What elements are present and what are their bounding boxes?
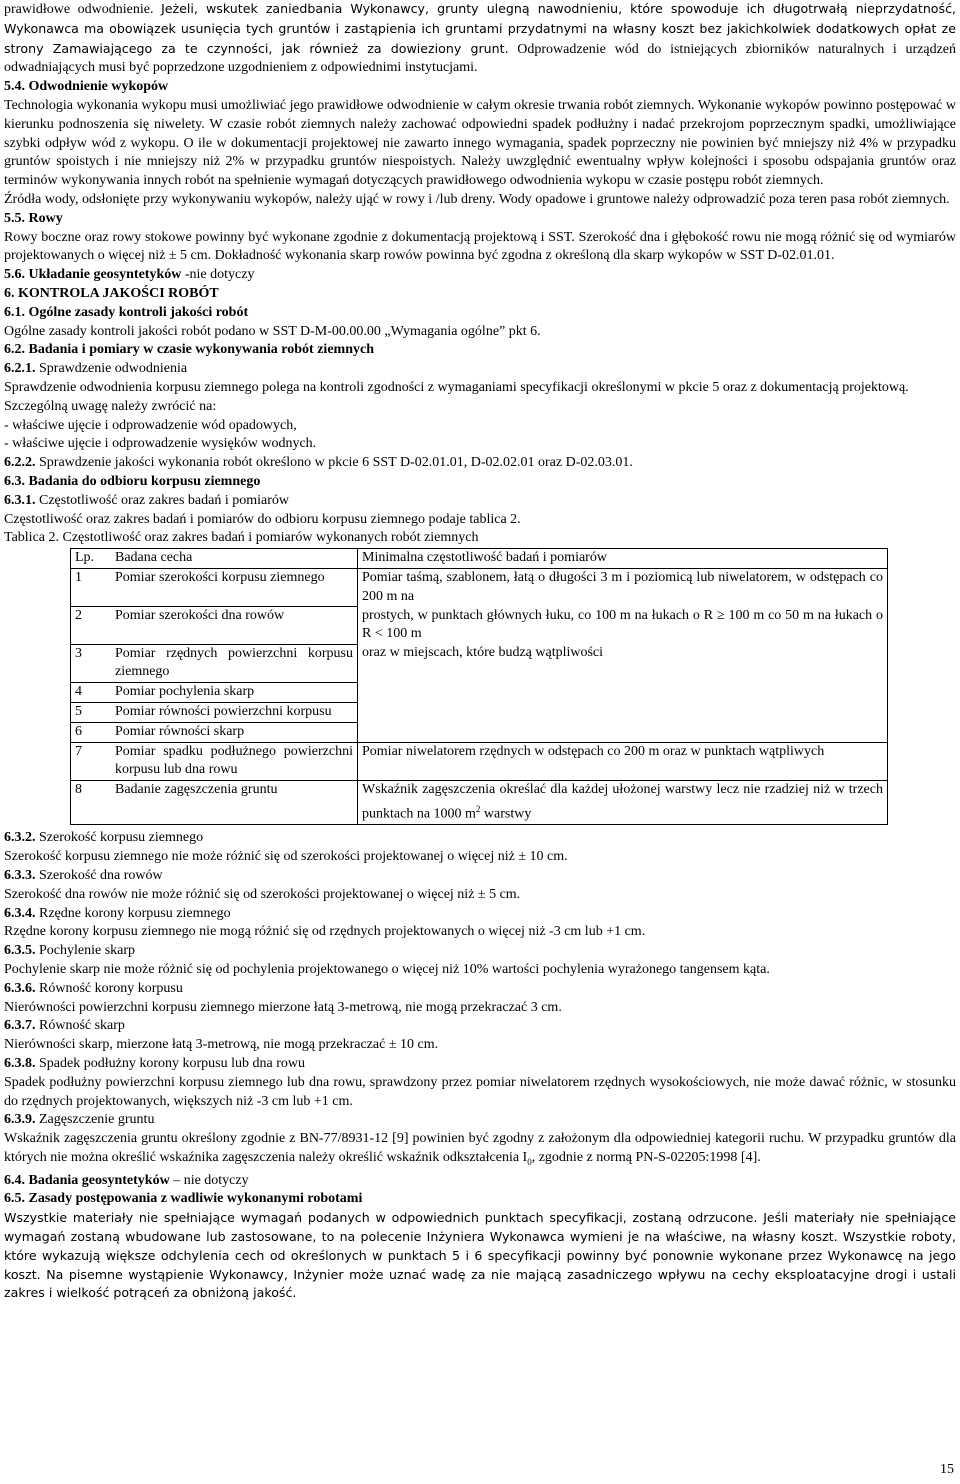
section-heading-6-3-1: 6.3.1. Częstotliwość oraz zakres badań i pomiarów: [4, 492, 289, 508]
paragraph: Technologia wykonania wykopu musi umożliwiać jego prawidłowe odwodnienie w całym okresie trwania robót ziemnych. Wykonanie wykopów powinno postępować w kierunku podnoszenia się niwelety. W czasie robót ziemnych należy zachować odpowiedni spadek podłużny i nadać przekrojom poprzecznym spadki, umożliwiające szybki odpływ wód z wykopu. O ile w dokumentacji projektowej nie zawarto innego wymagania, spadek poprzeczny nie powinien być mniejszy niż 4% w przypadku gruntów spoistych i nie mniejszy niż 2% w przypadku gruntów niespoistych. Należy uwzględnić ewentualny wpływ kolejności i sposobu odspajania gruntów oraz terminów wykonywania innych robót na spełnienie wymagań dotyczących prawidłowego odwodnienia wykopu w czasie postępu robót ziemnych.: [4, 97, 956, 189]
section-heading-6-3-5: 6.3.5. Pochylenie skarp: [4, 943, 136, 959]
paragraph: Nierówności powierzchni korpusu ziemnego mierzone łatą 3-metrową, nie mogą przekraczać 3 cm.: [4, 999, 562, 1015]
table-row: 5 Pomiar równości powierzchni korpusu: [71, 702, 888, 722]
table-row: 3 Pomiar rzędnych powierzchni korpusu ziemnego oraz w miejscach, które budzą wątpliwości: [71, 644, 888, 683]
table-row: 8 Badanie zagęszczenia gruntu Wskaźnik zagęszczenia określać dla każdej ułożonej warstwy lecz nie rzadziej niż w trzech punktach na 1000 $m^2$ warstwy: [71, 781, 888, 825]
table-row: 7 Pomiar spadku podłużnego powierzchni korpusu lub dna rowu Pomiar niwelatorem rzędnych w odstępach co 200 m oraz w punktach wątpliwych: [71, 742, 888, 781]
paragraph: Spadek podłużny powierzchni korpusu ziemnego lub dna rowu, sprawdzony przez pomiar niwelatorem rzędnych wysokościowych, nie może dawać różnic, w stosunku do rzędnych projektowanych, większych niż -3 cm lub +1 cm.: [4, 1074, 956, 1109]
paragraph: Ogólne zasady kontroli jakości robót podano w SST D-M-00.00.00 „Wymagania ogólne” pkt 6.: [4, 323, 541, 339]
section-heading-6-3-3: 6.3.3. Szerokość dna rowów: [4, 868, 163, 884]
section-heading-6-2: 6.2. Badania i pomiary w czasie wykonywania robót ziemnych: [4, 342, 374, 358]
section-heading-6-3-2: 6.3.2. Szerokość korpusu ziemnego: [4, 830, 204, 846]
section-heading-5-6: 5.6. Układanie geosyntetyków -nie dotyczy: [4, 267, 255, 283]
section-heading-6-3-9: 6.3.9. Zagęszczenie gruntu: [4, 1112, 155, 1128]
section-heading-6: 6. KONTROLA JAKOŚCI ROBÓT: [4, 285, 219, 301]
header-lp: Lp.: [71, 549, 112, 569]
header-frequency: Minimalna częstotliwość badań i pomiarów: [358, 549, 888, 569]
section-heading-6-3-6: 6.3.6. Równość korony korpusu: [4, 980, 183, 996]
paragraph: Rowy boczne oraz rowy stokowe powinny być wykonane zgodnie z dokumentacją projektową i SST. Szerokość dna i głębokość rowu nie mogą różnić się od wymiarów projektowanych o więcej niż ± 5 cm. Dokładność wykonania skarp rowów powinna być zgodna z określoną dla skarp wykopów w SST D-02.01.01.: [4, 229, 956, 264]
list-item: - właściwe ujęcie i odprowadzenie wód opadowych,: [4, 417, 297, 433]
section-heading-6-3-8: 6.3.8. Spadek podłużny korony korpusu lub dna rowu: [4, 1055, 305, 1071]
table-row: 6 Pomiar równości skarp: [71, 722, 888, 742]
paragraph: Źródła wody, odsłonięte przy wykonywaniu wykopów, należy ująć w rowy i /lub dreny. Wody opadowe i gruntowe należy odprowadzić poza teren pasa robót ziemnych.: [4, 191, 950, 207]
paragraph: prawidłowe odwodnienie. Jeżeli, wskutek zaniedbania Wykonawcy, grunty ulegną nawodnieniu, które spowoduje ich długotrwałą nieprzydatność, Wykonawca ma obowiązek usunięcia tych gruntów i zastąpienia ich gruntami przydatnymi na własny koszt bez jakichkolwiek dodatkowych opłat ze strony Zamawiającego za te czynności, jak również za dowieziony grunt. Odprowadzenie wód do istniejących zbiorników naturalnych i urządzeń odwadniających musi być poprzedzone uzgodnieniem z odpowiednimi instytucjami.: [4, 1, 956, 76]
paragraph: Częstotliwość oraz zakres badań i pomiarów do odbioru korpusu ziemnego podaje tablica 2.: [4, 511, 521, 527]
section-heading-6-3-7: 6.3.7. Równość skarp: [4, 1018, 125, 1034]
paragraph: Rzędne korony korpusu ziemnego nie mogą różnić się od rzędnych projektowanych o więcej niż -3 cm lub +1 cm.: [4, 924, 646, 940]
paragraph: Pochylenie skarp nie może różnić się od pochylenia projektowanego o więcej niż 10% wartości pochylenia wyrażonego tangensem kąta.: [4, 962, 770, 977]
paragraph: Wszystkie materiały nie spełniające wymagań podanych w odpowiednich punktach specyfikacji, zostaną odrzucone. Jeśli materiały nie spełniające wymagań zostaną wbudowane lub zastosowane, to na polecenie Inżyniera Wykonawca wymieni je na właściwe, na własny koszt. Wszystkie roboty, które wykazują większe odchylenia cech od określonych w punktach 5 i 6 specyfikacji powinny być ponownie wykonane przez Wykonawcę na jego koszt. Na pisemne wystąpienie Wykonawcy, Inżynier może uznać wadę za nie mającą zasadniczego wpływu na cechy eksploatacyjne drogi i ustali zakres i wielkość potrąceń za obniżoną jakość.: [4, 1210, 956, 1301]
table-wrapper: [4, 548, 956, 825]
section-heading-6-2-1: 6.2.1. Sprawdzenie odwodnienia: [4, 361, 188, 377]
section-heading-6-2-2: 6.2.2. Sprawdzenie jakości wykonania robót określono w pkcie 6 SST D-02.01.01, D-02.02.01 oraz D-02.03.01.: [4, 455, 633, 471]
table-row: 4 Pomiar pochylenia skarp: [71, 683, 888, 703]
paragraph: Nierówności skarp, mierzone łatą 3-metrową, nie mogą przekraczać ± 10 cm.: [4, 1037, 439, 1053]
section-heading-5-4: 5.4. Odwodnienie wykopów: [4, 79, 169, 95]
frequency-table: [70, 548, 888, 825]
table-row: 2 Pomiar szerokości dna rowów prostych, w punktach głównych łuku, co 100 m na łukach o R ≥ 100 m co 50 m na łukach o R < 100 m: [71, 607, 888, 645]
section-heading-6-5: 6.5. Zasady postępowania z wadliwie wykonanymi robotami: [4, 1191, 363, 1207]
list-item: - właściwe ujęcie i odprowadzenie wysięków wodnych.: [4, 436, 317, 452]
paragraph: Sprawdzenie odwodnienia korpusu ziemnego polega na kontroli zgodności z wymaganiami specyfikacji określonymi w pkcie 5 oraz z dokumentacją projektową.: [4, 379, 909, 395]
page-number: 15: [940, 1462, 954, 1478]
section-heading-6-4: 6.4. Badania geosyntetyków – nie dotyczy: [4, 1172, 249, 1188]
paragraph: Szerokość korpusu ziemnego nie może różnić się od szerokości projektowanej o więcej niż ± 10 cm.: [4, 849, 568, 865]
header-feature: Badana cecha: [111, 549, 358, 569]
section-heading-6-1: 6.1. Ogólne zasady kontroli jakości robót: [4, 304, 249, 320]
table-row: 1 Pomiar szerokości korpusu ziemnego Pomiar taśmą, szablonem, łatą o długości 3 m i poziomicą lub niwelatorem, w odstępach co 200 m na: [71, 568, 888, 606]
paragraph: Wskaźnik zagęszczenia gruntu określony zgodnie z BN-77/8931-12 [9] powinien być zgodny z założonym dla odpowiedniej kategorii ruchu. W przypadku gruntów dla których nie można określić wskaźnika zagęszczenia należy określić wskaźnik odkształcenia $I_0$, zgodnie z normą PN-S-02205:1998 [4].: [4, 1131, 956, 1167]
table-caption: Tablica 2. Częstotliwość oraz zakres badań i pomiarów wykonanych robót ziemnych: [4, 530, 479, 546]
section-heading-5-5: 5.5. Rowy: [4, 210, 63, 226]
section-heading-6-3-4: 6.3.4. Rzędne korony korpusu ziemnego: [4, 905, 231, 921]
section-heading-6-3: 6.3. Badania do odbioru korpusu ziemnego: [4, 473, 261, 489]
paragraph: Szerokość dna rowów nie może różnić się od szerokości projektowanej o więcej niż ± 5 cm.: [4, 886, 521, 902]
table-header-row: [71, 549, 888, 569]
paragraph: Szczególną uwagę należy zwrócić na:: [4, 398, 217, 414]
